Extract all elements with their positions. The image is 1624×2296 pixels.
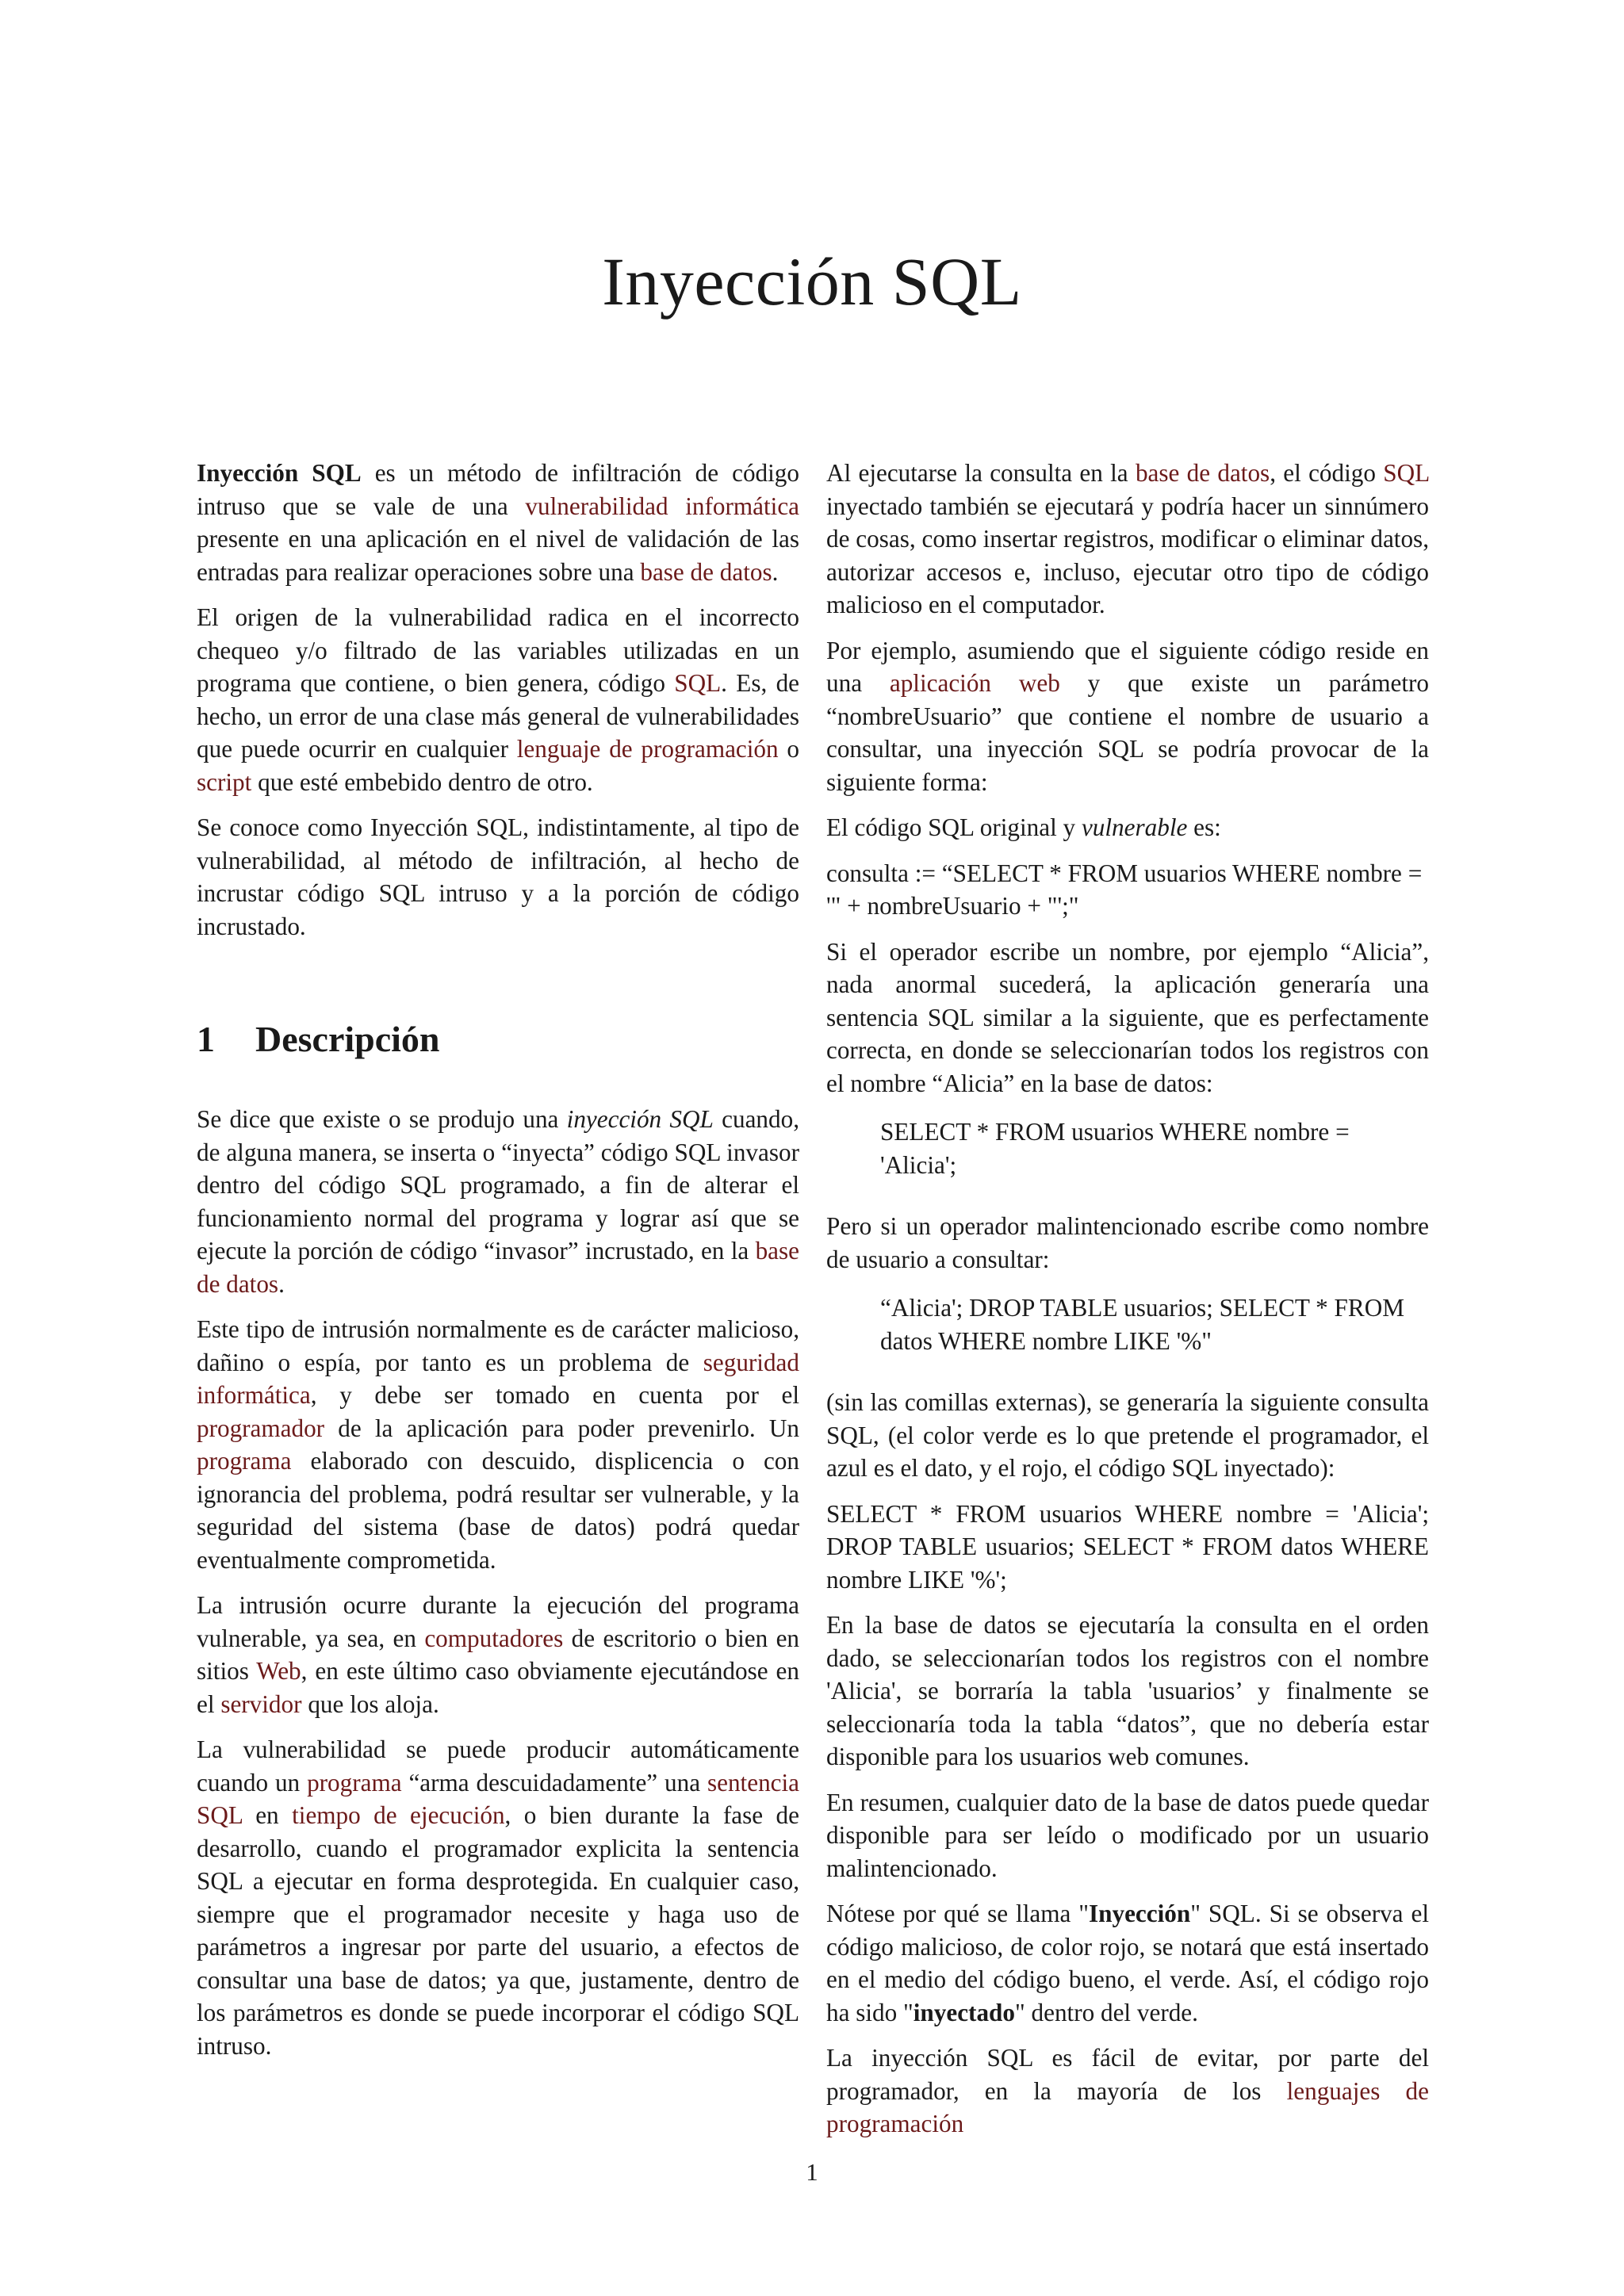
text: La inyección SQL es fácil de evitar, por parte del programador, en la mayoría de los <box>826 2044 1429 2105</box>
execution-paragraph <box>826 457 1429 622</box>
text: , o bien durante la fase de desarrollo, cuando el programador explicita la sentencia SQL a ejecutar en forma desprotegida. En cualquier caso, siempre que el programador necesite y haga uso de parámetros a ingresar por parte del usuario, a efectos de consultar una base de datos; ya que, justamente, dentro de los parámetros es donde se puede incorporar el código SQL intruso. <box>197 1801 799 2060</box>
text: elaborado con descuido, displicencia o con ignorancia del problema, podrá resultar ser vulnerable, y la seguridad del sistema (base de datos) podrá quedar eventualmente comprometida. <box>197 1447 799 1574</box>
link-script[interactable]: script <box>197 767 252 796</box>
description-paragraph-3 <box>197 1589 799 1720</box>
link-sentencia-sql[interactable]: sentencia SQL <box>197 1768 800 1829</box>
link-computadores[interactable]: computadores <box>424 1624 564 1652</box>
text: , en este último caso obviamente ejecutándose en el <box>197 1657 799 1718</box>
text: " SQL. Si se observa el código malicioso, de color rojo, se notará que está insertado en el medio del código bueno, el verde. Así, el código rojo ha sido " <box>826 1900 1429 2026</box>
section-title: Descripción <box>255 1019 440 1059</box>
text: es un método de infiltración de código intruso que se vale de una <box>197 459 799 520</box>
link-base-de-datos[interactable]: base de datos <box>640 557 772 586</box>
text: El código SQL original y <box>826 813 1082 841</box>
text: La vulnerabilidad se puede producir automáticamente cuando un <box>197 1735 799 1797</box>
execution-order-paragraph: En la base de datos se ejecutaría la consulta en el orden dado, se seleccionarían todos los registros con el nombre 'Alicia', se borraría la tabla 'usuarios’ y finalmente se seleccionaría toda la tabla “datos”, que no debería estar disponible para los usuarios web comunes. <box>826 1611 1429 1770</box>
text: cuando, de alguna manera, se inserta o “inyecta” código SQL invasor dentro del código SQL programado, a fin de alterar el funcionamiento normal del programa y lograr así que se ejecute la porción de código “invasor” incrustado, en la <box>197 1105 799 1265</box>
link-lenguaje-programacion[interactable]: lenguaje de programación <box>516 735 779 763</box>
link-sql[interactable]: SQL <box>1383 459 1430 487</box>
text: que esté embebido dentro de otro. <box>251 767 593 796</box>
text: Al ejecutarse la consulta en la <box>826 459 1136 487</box>
section-heading <box>197 1017 799 1062</box>
link-tiempo-de-ejecucion[interactable]: tiempo de ejecución <box>292 1801 505 1829</box>
text: y que existe un parámetro “nombreUsuario” que contiene el nombre de usuario a consultar, una inyección SQL se podría provocar de la siguiente forma: <box>826 669 1430 796</box>
code-block-injection: “Alicia'; DROP TABLE usuarios; SELECT * FROM datos WHERE nombre LIKE '%" <box>880 1294 1404 1355</box>
text: , y debe ser tomado en cuenta por el <box>310 1381 799 1409</box>
original-code-label <box>826 811 1429 844</box>
section-number: 1 <box>197 1019 215 1059</box>
link-base-de-datos[interactable]: base de datos <box>197 1237 799 1298</box>
italic-term: inyección SQL <box>566 1105 714 1133</box>
text: o <box>778 735 800 763</box>
text: es: <box>1187 813 1221 841</box>
query-code: consulta := “SELECT * FROM usuarios WHERE nombre = '" + nombreUsuario + "';" <box>826 859 1423 920</box>
link-web[interactable]: Web <box>256 1657 301 1685</box>
injection-name-paragraph <box>826 1897 1429 2029</box>
text: El origen de la vulnerabilidad radica en el incorrecto chequeo y/o filtrado de las variables utilizadas en un programa que contiene, o bien genera, código <box>197 603 799 697</box>
text: . <box>772 557 779 586</box>
text: La intrusión ocurre durante la ejecución del programa vulnerable, ya sea, en <box>197 1591 799 1652</box>
link-programa[interactable]: programa <box>197 1447 292 1475</box>
description-paragraph-2 <box>197 1313 799 1576</box>
text: , el código <box>1270 459 1384 487</box>
definition-paragraph: Se conoce como Inyección SQL, indistintamente, al tipo de vulnerabilidad, al método de infiltración, al hecho de incrustar código SQL intruso y a la porción de código incrustado. <box>197 813 799 940</box>
text: . <box>278 1269 285 1298</box>
text: Por ejemplo, asumiendo que el siguiente código reside en una <box>826 636 1429 697</box>
link-base-de-datos[interactable]: base de datos <box>1135 459 1270 487</box>
origin-paragraph <box>197 601 799 798</box>
intro-paragraph <box>197 457 799 588</box>
left-column <box>197 457 799 2075</box>
text: " dentro del verde. <box>1014 1998 1198 2026</box>
generated-query-code: SELECT * FROM usuarios WHERE nombre = 'Alicia'; DROP TABLE usuarios; SELECT * FROM datos WHERE nombre LIKE '%'; <box>826 1499 1429 1594</box>
text: presente en una aplicación en el nivel de validación de las entradas para realizar operaciones sobre una <box>197 525 799 586</box>
malicious-case-paragraph: Pero si un operador malintencionado escribe como nombre de usuario a consultar: <box>826 1212 1429 1273</box>
text: de la aplicación para poder prevenirlo. Un <box>324 1414 799 1442</box>
description-paragraph-1 <box>197 1103 799 1300</box>
example-paragraph <box>826 634 1429 799</box>
prevention-paragraph <box>826 2042 1429 2141</box>
text: inyectado también se ejecutará y podría hacer un sinnúmero de cosas, como insertar registros, modificar o eliminar datos, autorizar accesos e, incluso, ejecutar otro tipo de código malicioso en el computador. <box>826 492 1429 618</box>
link-servidor[interactable]: servidor <box>220 1689 302 1718</box>
code-block-select: SELECT * FROM usuarios WHERE nombre = 'Alicia'; <box>880 1118 1350 1179</box>
summary-paragraph: En resumen, cualquier dato de la base de datos puede quedar disponible para ser leído o modificado por un usuario malintencionado. <box>826 1788 1429 1882</box>
bold-term: Inyección <box>1089 1900 1191 1927</box>
text: Se dice que existe o se produjo una <box>197 1105 567 1133</box>
link-vulnerabilidad[interactable]: vulnerabilidad informática <box>525 492 800 520</box>
text: que los aloja. <box>301 1689 439 1718</box>
link-programador[interactable]: programador <box>197 1414 325 1442</box>
term-bold: Inyección SQL <box>197 459 362 487</box>
link-sql[interactable]: SQL <box>674 669 722 697</box>
text: . Es, de hecho, un error de una clase más general de vulnerabilidades que puede ocurrir en cualquier <box>197 669 800 763</box>
link-programa[interactable]: programa <box>307 1768 402 1797</box>
page-title: Inyección SQL <box>602 243 1022 320</box>
italic-term: vulnerable <box>1081 813 1188 841</box>
bold-term: inyectado <box>913 1998 1015 2026</box>
text: Este tipo de intrusión normalmente es de carácter malicioso, dañino o espía, por tanto es un problema de <box>197 1315 799 1376</box>
normal-case-paragraph: Si el operador escribe un nombre, por ejemplo “Alicia”, nada anormal sucederá, la aplicación generaría una sentencia SQL similar a la siguiente, que es perfectamente correcta, en donde se seleccionarían todos los registros con el nombre “Alicia” en la base de datos: <box>826 937 1429 1097</box>
text: en <box>242 1801 293 1829</box>
page-number: 1 <box>806 2158 818 2186</box>
right-column <box>826 457 1429 2153</box>
description-paragraph-4 <box>197 1733 799 2062</box>
link-seguridad-informatica[interactable]: seguridad informática <box>197 1348 799 1409</box>
text: de escritorio o bien en sitios <box>197 1624 800 1685</box>
generated-query-paragraph: (sin las comillas externas), se generaría la siguiente consulta SQL, (el color verde es lo que pretende el programador, el azul es el dato, y el rojo, el código SQL inyectado): <box>826 1388 1429 1482</box>
text: “arma descuidadamente” una <box>401 1768 707 1797</box>
link-aplicacion-web[interactable]: aplicación web <box>889 669 1060 697</box>
text: Nótese por qué se llama " <box>826 1900 1090 1927</box>
link-lenguajes-programacion[interactable]: lenguajes de programación <box>826 2076 1429 2137</box>
